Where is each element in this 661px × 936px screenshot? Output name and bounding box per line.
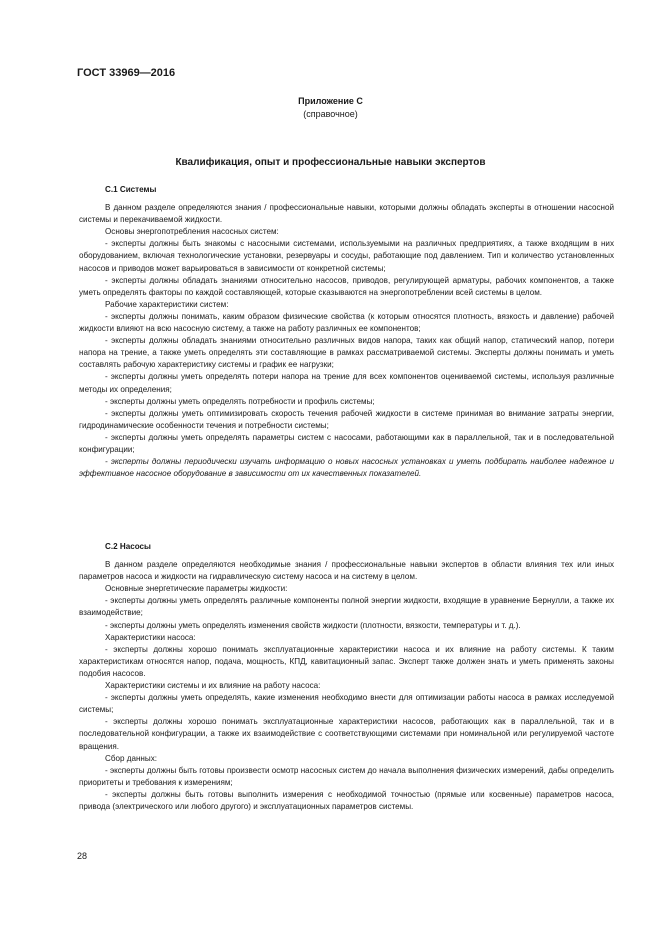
list-item: - эксперты должны обладать знаниями относительно насосов, приводов, регулирующей арматуры, рабочих компонентов, а также уметь определять факторы по каждой составляющей, которые сказываются на энергопотреблении всей системы в целом. <box>79 275 614 297</box>
list-item: - эксперты должны уметь определять параметры систем с насосами, работающими как в параллельной, так и в последовательной конфигурации; <box>79 432 614 454</box>
list-item: - эксперты должны уметь определять потери напора на трение для всех компонентов оцениваемой системы, используя различные методы их определения; <box>79 372 614 394</box>
appendix-note: (справочное) <box>303 109 358 119</box>
list-item: - эксперты должны обладать знаниями относительно различных видов напора, таких как общий напор, статический напор, потери напора на трение, а также уметь определять эти составляющие в рамках рассматриваемой системы. Эксперты должны понимать и уметь составлять рабочую характеристику системы и график ее нагрузки; <box>79 336 614 370</box>
list-item: - эксперты должны периодически изучать информацию о новых насосных установках и уметь подбирать наиболее надежное и эффективное насосное оборудование в зависимости от их качественных показателей. <box>79 457 614 479</box>
paragraph: В данном разделе определяются необходимые знания / профессиональные навыки экспертов в области влияния тех или иных параметров насоса и жидкости на гидравлическую систему насоса и на систему в целом. <box>79 560 614 582</box>
list-item: - эксперты должны понимать, каким образом физические свойства (к которым относятся плотность, вязкость и давление) рабочей жидкости влияют на всю насосную систему, а также на работу различных ее компонентов; <box>79 311 614 334</box>
list-item: - эксперты должны уметь определять различные компоненты полной энергии жидкости, входящие в уравнение Бернулли, а также их взаимодействие; <box>79 596 614 618</box>
list-item: - эксперты должны быть готовы произвести осмотр насосных систем до начала выполнения физических измерений, дабы определить приоритеты и требования к измерениям; <box>79 765 614 787</box>
paragraph: Характеристики системы и их влияние на работу насоса: <box>105 681 321 691</box>
paragraph: Сбор данных: <box>105 753 158 763</box>
list-item: - эксперты должны уметь оптимизировать скорость течения рабочей жидкости в системе принимая во внимание затраты энергии, гидродинамические особенности течения и потребности системы; <box>79 408 614 430</box>
appendix-title: Приложение С <box>298 96 363 106</box>
list-item: - эксперты должны быть знакомы с насосными системами, используемыми на различных предприятиях, а также входящим в них оборудованием, включая технологические установки, резервуары и сосуды, работающие под давлением. Тип и количество установленных насосов и приводов может варьироваться в зависимости от конкретной системы; <box>79 239 614 273</box>
list-item: - эксперты должны уметь определять, какие изменения необходимо внести для оптимизации работы насоса в рамках исследуемой системы; <box>79 693 614 715</box>
paragraph: В данном разделе определяются знания / профессиональные навыки, которыми должны обладать эксперты в отношении насосной системы и перекачиваемой жидкости. <box>79 203 614 225</box>
paragraph: Рабочие характеристики систем: <box>105 299 229 309</box>
paragraph: Основы энергопотребления насосных систем: <box>105 227 279 237</box>
list-item: - эксперты должны уметь определять потребности и профиль системы; <box>105 396 375 406</box>
section-title: С.2 Насосы <box>105 542 151 551</box>
section-systems <box>79 184 614 480</box>
appendix-heading: Квалификация, опыт и профессиональные навыки экспертов <box>175 157 486 168</box>
document-code: ГОСТ 33969—2016 <box>77 67 176 79</box>
list-item: - эксперты должны уметь определять изменения свойств жидкости (плотности, вязкости, температуры и т. д.). <box>105 620 521 630</box>
list-item: - эксперты должны хорошо понимать эксплуатационные характеристики насосов, работающих как в параллельной, так и в последовательной конфигурации, а также их взаимодействие с соответствующими системами при номинальной или регулируемой частоте вращения. <box>79 717 614 751</box>
section-title: С.1 Системы <box>105 185 157 194</box>
paragraph: Характеристики насоса: <box>105 632 196 642</box>
list-item: - эксперты должны быть готовы выполнить измерения с необходимой точностью (прямые или косвенные) параметров насоса, привода (электрического или любого другого) и эксплуатационных параметров системы. <box>79 789 614 811</box>
page-number: 28 <box>77 851 88 861</box>
section-pumps <box>79 541 614 813</box>
paragraph: Основные энергетические параметры жидкости: <box>105 584 288 594</box>
list-item: - эксперты должны хорошо понимать эксплуатационные характеристики насоса и их влияние на работу системы. К таким характеристикам относятся напор, подача, мощность, КПД, кавитационный запас. Эксперт также должен знать и уметь применять законы подобия насосов. <box>79 644 614 678</box>
